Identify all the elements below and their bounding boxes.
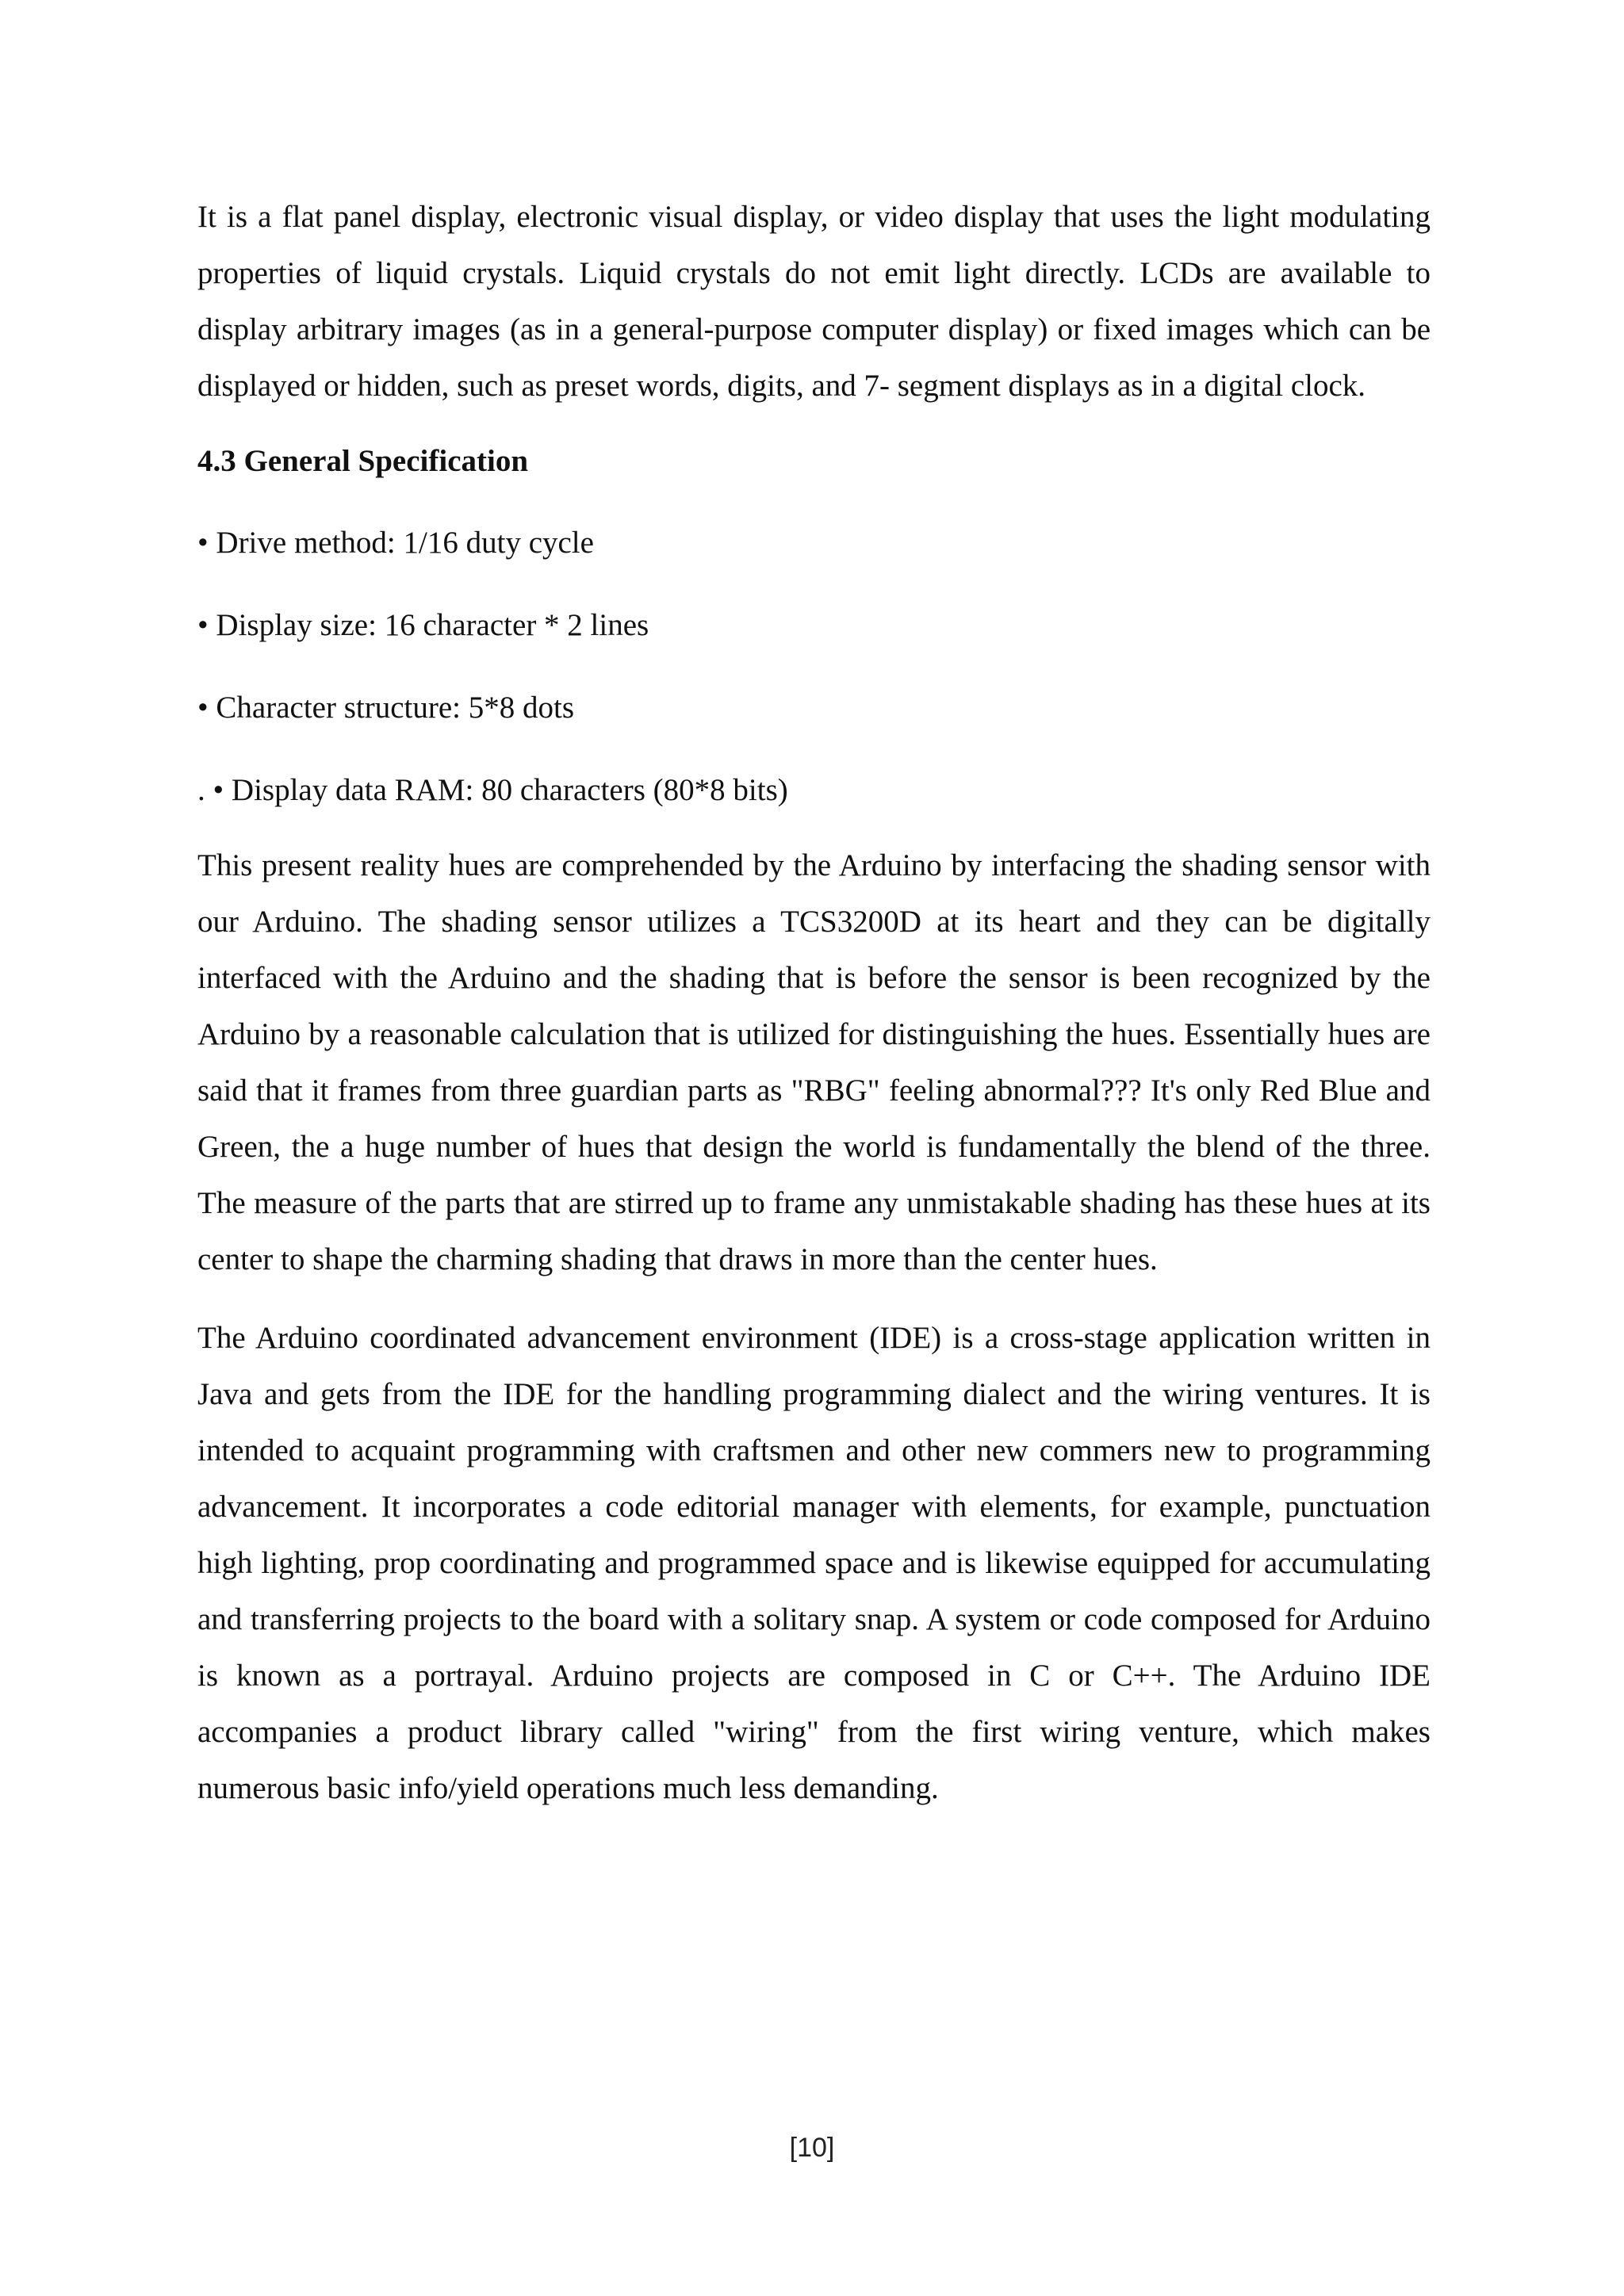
arduino-ide-paragraph: The Arduino coordinated advancement environment (IDE) is a cross-stage application written in Java and gets from the IDE for the handling programming dialect and the wiring ventures. It is intended to acquaint programming with craftsmen and other new commers new to programming advancement. It incorporates a code editorial manager with elements, for example, punctuation high lighting, prop coordinating and programmed space and is likewise equipped for accumulating and transferring projects to the board with a solitary snap. A system or code composed for Arduino is known as a portrayal. Arduino projects are composed in C or C++. The Arduino IDE accompanies a product library called "wiring" from the first wiring venture, which makes numerous basic info/yield operations much less demanding.	[197, 1321, 1431, 1805]
list-item: • Drive method: 1/16 duty cycle	[197, 526, 594, 560]
intro-paragraph: It is a flat panel display, electronic visual display, or video display that uses the light modulating properties of liquid crystals. Liquid crystals do not emit light directly. LCDs are available to display arbitrary images (as in a general-purpose computer display) or fixed images which can be displayed or hidden, such as preset words, digits, and 7- segment displays as in a digital clock.	[197, 200, 1431, 403]
page-number: [10]	[789, 2133, 835, 2163]
document-body	[197, 189, 1431, 1816]
list-item: . • Display data RAM: 80 characters (80*8 bits)	[197, 773, 788, 807]
specification-list	[197, 515, 1431, 818]
list-item: • Character structure: 5*8 dots	[197, 691, 575, 725]
section-heading: 4.3 General Specification	[197, 444, 529, 478]
color-sensor-paragraph: This present reality hues are comprehended by the Arduino by interfacing the shading sensor with our Arduino. The shading sensor utilizes a TCS3200D at its heart and they can be digitally interfaced with the Arduino and the shading that is before the sensor is been recognized by the Arduino by a reasonable calculation that is utilized for distinguishing the hues. Essentially hues are said that it frames from three guardian parts as "RBG" feeling abnormal??? It's only Red Blue and Green, the a huge number of hues that design the world is fundamentally the blend of the three. The measure of the parts that are stirred up to frame any unmistakable shading has these hues at its center to shape the charming shading that draws in more than the center hues.	[197, 848, 1431, 1276]
list-item: • Display size: 16 character * 2 lines	[197, 608, 649, 642]
